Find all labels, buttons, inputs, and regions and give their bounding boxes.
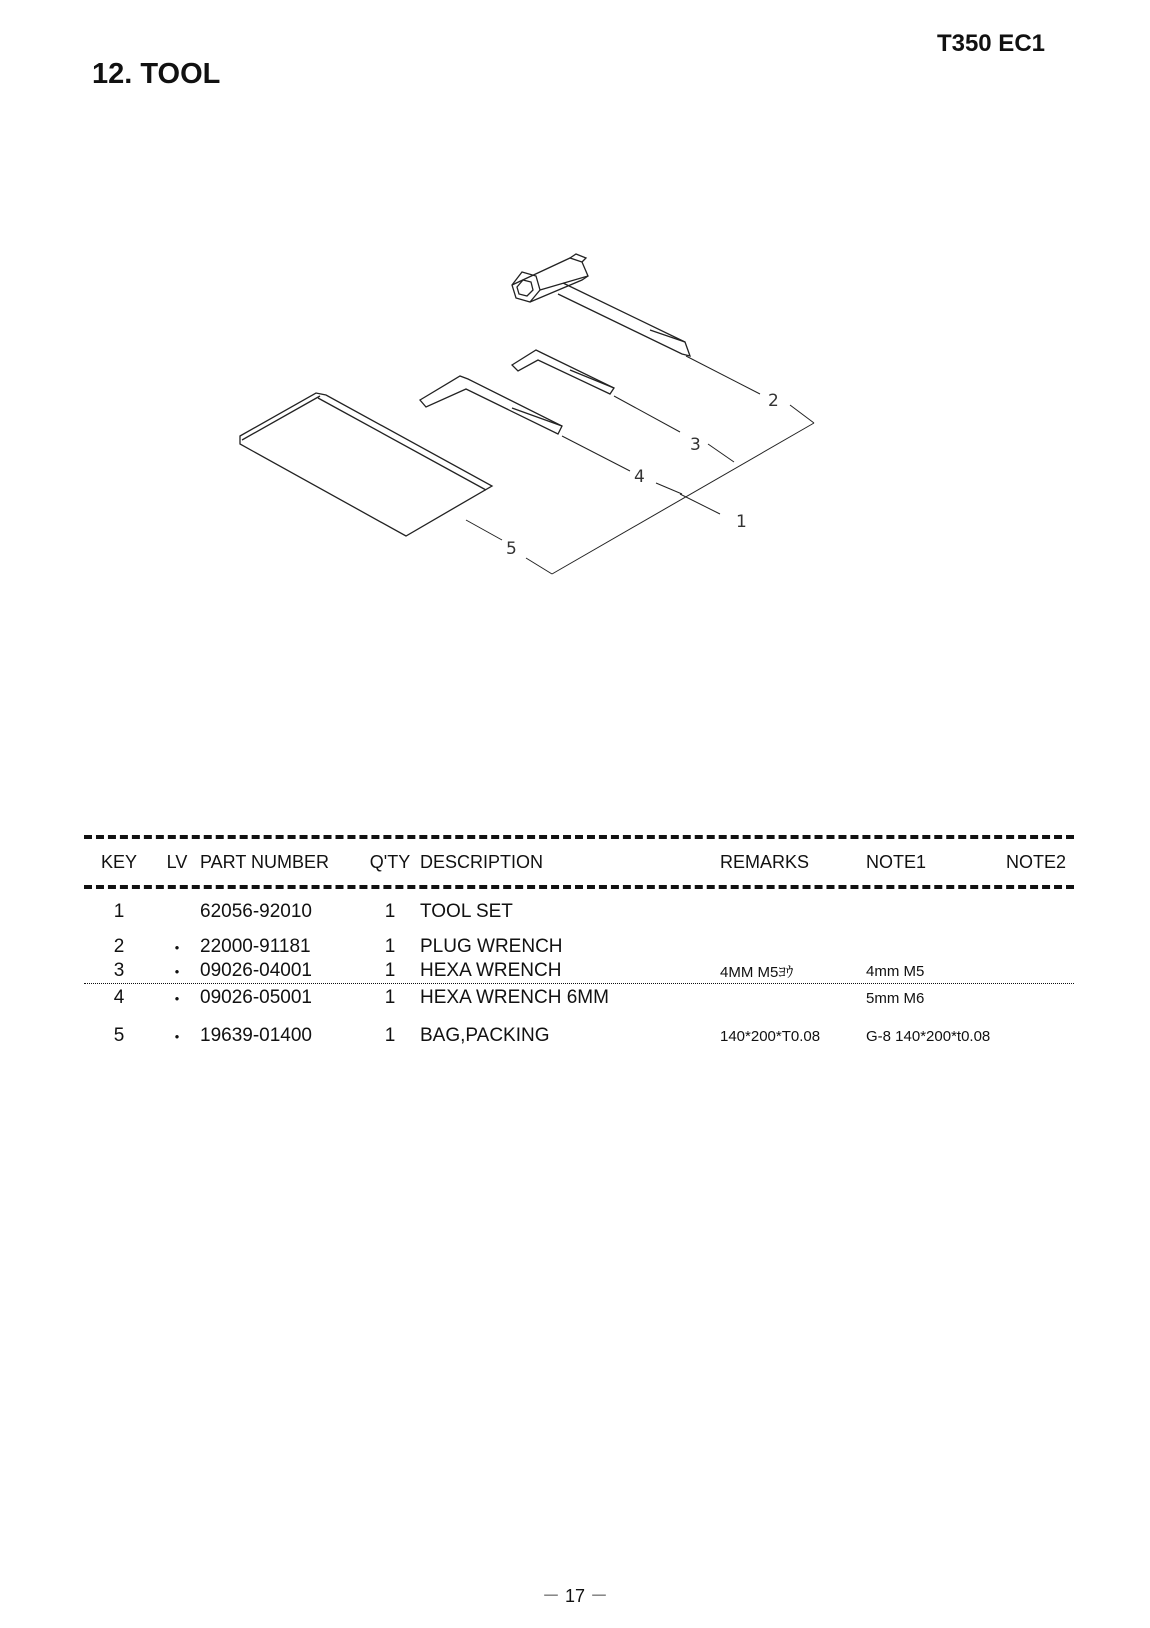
row-qty: 1 (384, 936, 396, 957)
row-qty: 1 (384, 1025, 396, 1046)
table-row (84, 1012, 1074, 1060)
row-key: 3 (113, 960, 125, 981)
row-note1: G-8 140*200*t0.08 (866, 1027, 991, 1045)
col-part-number: PART NUMBER (200, 851, 330, 872)
row-description: HEXA WRENCH 6MM (420, 987, 609, 1008)
table-row (84, 889, 1074, 935)
col-remarks: REMARKS (720, 851, 810, 872)
row-remarks: 4MM M5ﾖｳ (720, 963, 794, 981)
page-number: － 17 － (541, 1586, 609, 1606)
row-remarks: 140*200*T0.08 (720, 1027, 821, 1045)
row-key: 1 (113, 901, 125, 922)
row-key: 2 (113, 936, 125, 957)
callout-1: 1 (736, 512, 747, 532)
row-note1: 4mm M5 (866, 962, 925, 980)
model-code: T350 EC1 (936, 30, 1045, 57)
callout-3: 3 (690, 435, 701, 455)
table-header (84, 839, 1074, 885)
table-row (84, 984, 1074, 1012)
row-lv: ・ (167, 1027, 187, 1049)
callout-2: 2 (768, 391, 779, 411)
row-part-number: 09026-05001 (200, 987, 312, 1008)
callout-leaders (466, 356, 814, 574)
row-description: PLUG WRENCH (420, 936, 563, 957)
section-title: 12. TOOL (92, 58, 221, 90)
col-note2: NOTE2 (1006, 851, 1067, 872)
row-lv: ・ (167, 962, 187, 984)
callout-4: 4 (634, 467, 645, 487)
row-description: BAG,PACKING (420, 1025, 550, 1046)
row-part-number: 19639-01400 (200, 1025, 312, 1046)
row-key: 5 (113, 1025, 125, 1046)
col-description: DESCRIPTION (420, 851, 544, 872)
parts-table (84, 835, 1074, 1060)
table-row (84, 935, 1074, 959)
col-lv: LV (166, 851, 188, 872)
callout-5: 5 (506, 539, 517, 559)
row-note1: 5mm M6 (866, 989, 925, 1007)
row-part-number: 62056-92010 (200, 901, 312, 922)
hexa-wrench-4mm-illustration (512, 350, 614, 394)
col-key: KEY (100, 851, 138, 872)
row-description: TOOL SET (420, 901, 513, 922)
col-qty: Q'TY (369, 851, 411, 872)
row-key: 4 (113, 987, 125, 1008)
col-note1: NOTE1 (866, 851, 927, 872)
row-description: HEXA WRENCH (420, 960, 562, 981)
row-qty: 1 (384, 901, 396, 922)
row-lv: ・ (167, 938, 187, 960)
row-qty: 1 (384, 960, 396, 981)
bag-packing-illustration (240, 393, 492, 536)
row-part-number: 09026-04001 (200, 960, 312, 981)
plug-wrench-illustration (512, 254, 690, 356)
row-part-number: 22000-91181 (200, 936, 311, 957)
exploded-parts-diagram (230, 250, 870, 610)
row-lv: ・ (167, 989, 187, 1011)
hexa-wrench-6mm-illustration (420, 376, 562, 434)
table-row (84, 959, 1074, 983)
row-qty: 1 (384, 987, 396, 1008)
